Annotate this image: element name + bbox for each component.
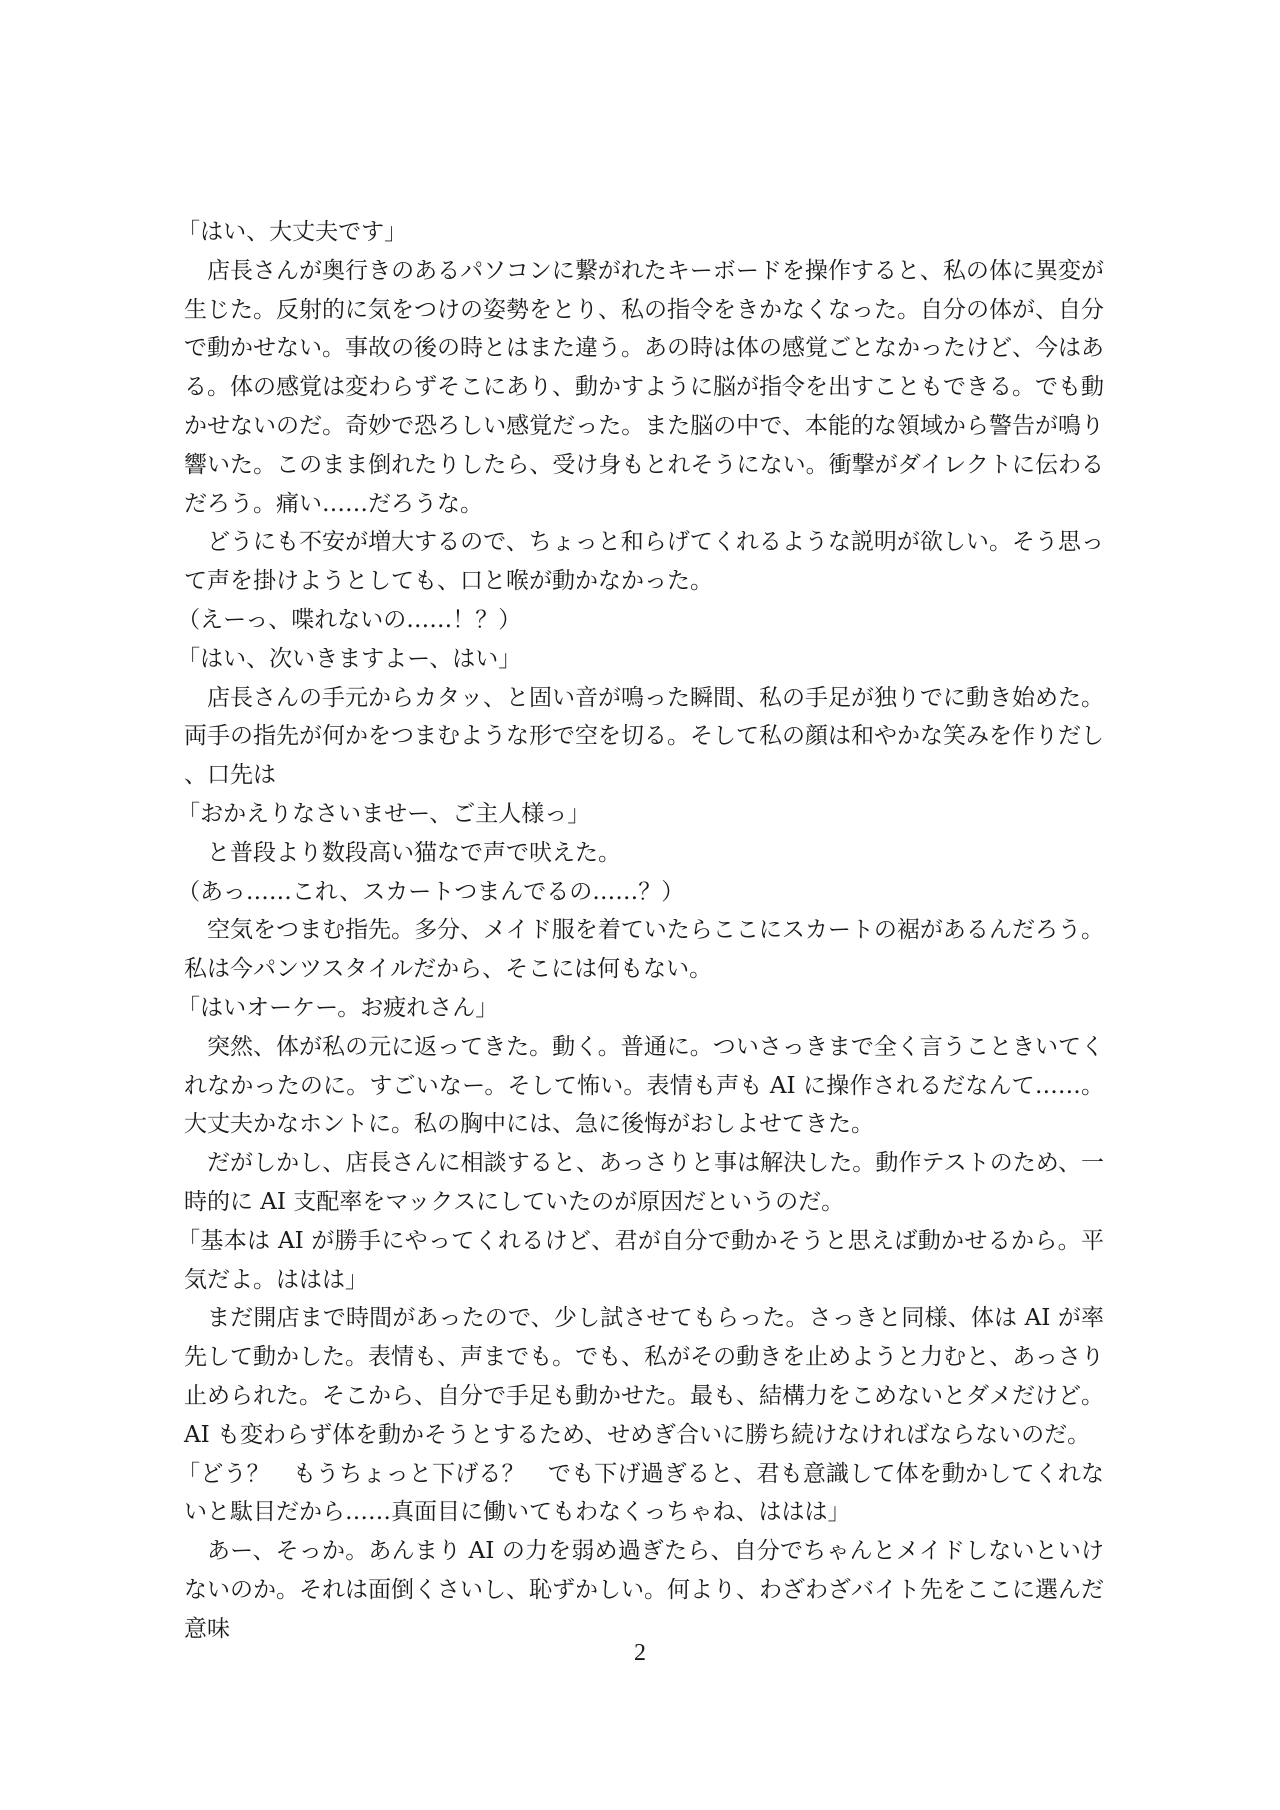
paragraph: あー、そっか。あんまり AI の力を弱め過ぎたら、自分でちゃんとメイドしないといけないのか。それは面倒くさいし、恥ずかしい。何より、わざわざバイト先をここに選んだ意味 [184,1538,1104,1642]
inner-thought-line: （あっ……これ、スカートつまんでるの……？） [177,878,685,905]
inner-thought-line: （えーっ、喋れないの……！？） [177,606,522,633]
dialogue-line: 「基本は AI が勝手にやってくれるけど、君が自分で動かそうと思えば動かせるから。平気だよ。ははは」 [177,1227,1104,1293]
dialogue-line: 「はい、次いきますよー、はい」 [177,645,522,672]
dialogue-line: 「どう？ もうちょっと下げる？ でも下げ過ぎると、君も意識して体を動かしてくれないと駄目だから……真面目に働いてもわなくっちゃね、ははは」 [177,1460,1105,1526]
paragraph: と普段より数段高い猫なで声で吠えた。 [207,839,621,866]
dialogue-line: 「はいオーケー。お疲れさん」 [177,994,499,1021]
dialogue-line: 「はい、大丈夫です」 [177,219,408,245]
paragraph: 店長さんが奥行きのあるパソコンに繋がれたキーボードを操作すると、私の体に異変が生じた。反射的に気をつけの姿勢をとり、私の指令をきかなくなった。自分の体が、自分で動かせない。事故の後の時とはまた違う。あの時は体の感覚ごとなかったけど、今はある。体の感覚は変わらずそこにあり、動かすように脳が指令を出すこともできる。でも動かせないのだ。奇妙で恐ろしい感覚だった。また脳の中で、本能的な領域から警告が鳴り響いた。このまま倒れたりしたら、受け身もとれそうにない。衝撃がダイレクトに伝わるだろう。痛い……だろうな。 [184,257,1104,517]
dialogue-line: 「おかえりなさいませー、ご主人様っ」 [177,800,591,827]
body-text [177,213,1105,1648]
paragraph: どうにも不安が増大するので、ちょっと和らげてくれるような説明が欲しい。そう思って声を掛けようとしても、口と喉が動かなかった。 [184,529,1104,595]
paragraph: 空気をつまむ指先。多分、メイド服を着ていたらここにスカートの裾があるんだろう。私は今パンツスタイルだから、そこには何もない。 [184,917,1104,983]
page-number: 2 [634,1640,646,1666]
paragraph: 店長さんの手元からカタッ、と固い音が鳴った瞬間、私の手足が独りでに動き始めた。両手の指先が何かをつまむような形で空を切る。そして私の顔は和やかな笑みを作りだし、口先は [184,684,1104,789]
paragraph: まだ開店まで時間があったので、少し試させてもらった。さっきと同様、体は AI が率先して動かした。表情も、声までも。でも、私がその動きを止めようと力むと、あっさり止められた。そこから、自分で手足も動かせた。最も、結構力をこめないとダメだけど。AI も変わらず体を動かそうとするため、せめぎ合いに勝ち続けなければならないのだ。 [184,1305,1104,1448]
paragraph: だがしかし、店長さんに相談すると、あっさりと事は解決した。動作テストのため、一時的に AI 支配率をマックスにしていたのが原因だというのだ。 [184,1150,1104,1215]
paragraph: 突然、体が私の元に返ってきた。動く。普通に。ついさっきまで全く言うこときいてくれなかったのに。すごいなー。そして怖い。表情も声も AI に操作されるだなんて……。大丈夫かなホントに。私の胸中には、急に後悔がおしよせてきた。 [184,1033,1104,1138]
